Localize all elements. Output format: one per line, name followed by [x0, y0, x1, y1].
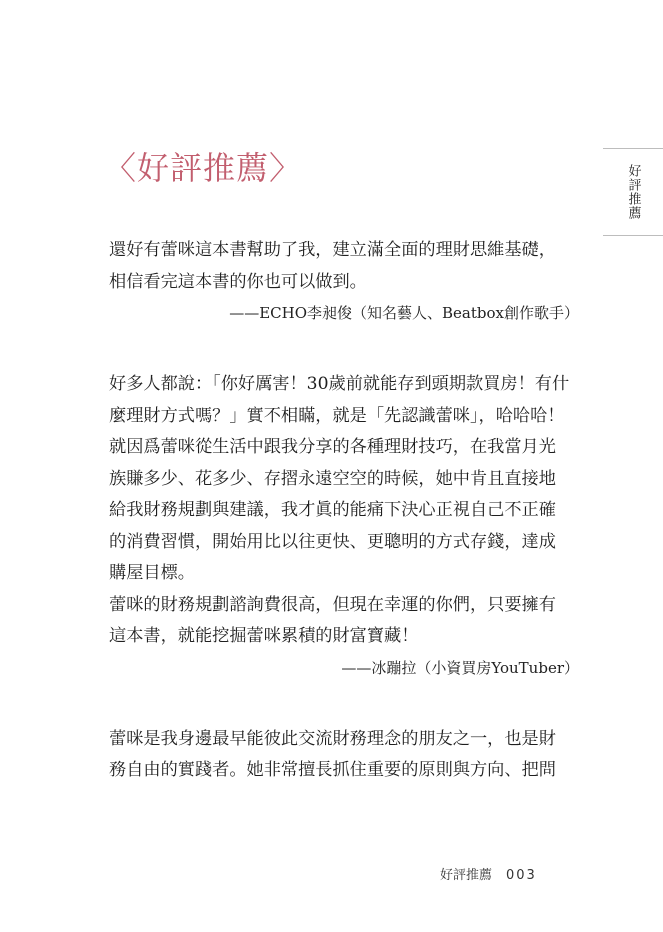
page-footer	[440, 864, 580, 883]
chapter-side-tab-label: 好評推薦	[625, 164, 641, 220]
text-line: 購屋目標。	[109, 563, 195, 583]
page-title: 〈好評推薦〉	[104, 149, 303, 187]
recommendation-text	[109, 235, 579, 298]
recommendation-block	[109, 369, 579, 683]
recommendation-attribution: ——冰蹦拉（小資買房YouTuber）	[341, 658, 579, 677]
section-gap	[109, 328, 579, 369]
text-line: 蕾咪的財務規劃諮詢費很高，但現在幸運的你們，只要擁有	[109, 594, 556, 615]
footer-section-title: 好評推薦	[440, 868, 493, 883]
text-line: 就因爲蕾咪從生活中跟我分享的各種理財技巧，在我當月光	[109, 437, 556, 457]
recommendation-attribution: ——ECHO李昶俊（知名藝人、Beatbox創作歌手）	[229, 304, 579, 322]
chapter-side-tab	[603, 148, 663, 236]
page-number: 003	[506, 868, 537, 883]
text-line: 這本書，就能挖掘蕾咪累積的財富寶藏！	[109, 626, 419, 646]
text-line: 好多人都說：「你好厲害！30歲前就能存到頭期款買房！有什	[109, 374, 570, 394]
text-line: 麼理財方式嗎？」實不相瞞，就是「先認識蕾咪」，哈哈哈！	[109, 405, 565, 426]
recommendation-text	[109, 724, 579, 787]
section-gap	[109, 683, 579, 724]
text-line: 蕾咪是我身邊最早能彼此交流財務理念的朋友之一，也是財	[109, 728, 556, 749]
text-line: 給我財務規劃與建議，我才眞的能痛下決心正視自己不正確	[109, 500, 556, 520]
text-line: 還好有蕾咪這本書幫助了我，建立滿全面的理財思維基礎，	[109, 240, 556, 260]
text-line: 務自由的實踐者。她非常擅長抓住重要的原則與方向、把問	[109, 760, 556, 780]
recommendation-block	[109, 724, 579, 787]
recommendation-body	[109, 235, 579, 787]
text-line: 族賺多少、花多少、存摺永遠空空的時候，她中肯且直接地	[109, 468, 556, 489]
recommendation-block	[109, 235, 579, 328]
text-line: 的消費習慣，開始用比以往更快、更聰明的方式存錢，達成	[109, 531, 556, 552]
text-line: 相信看完這本書的你也可以做到。	[109, 271, 367, 292]
recommendation-text	[109, 369, 579, 653]
